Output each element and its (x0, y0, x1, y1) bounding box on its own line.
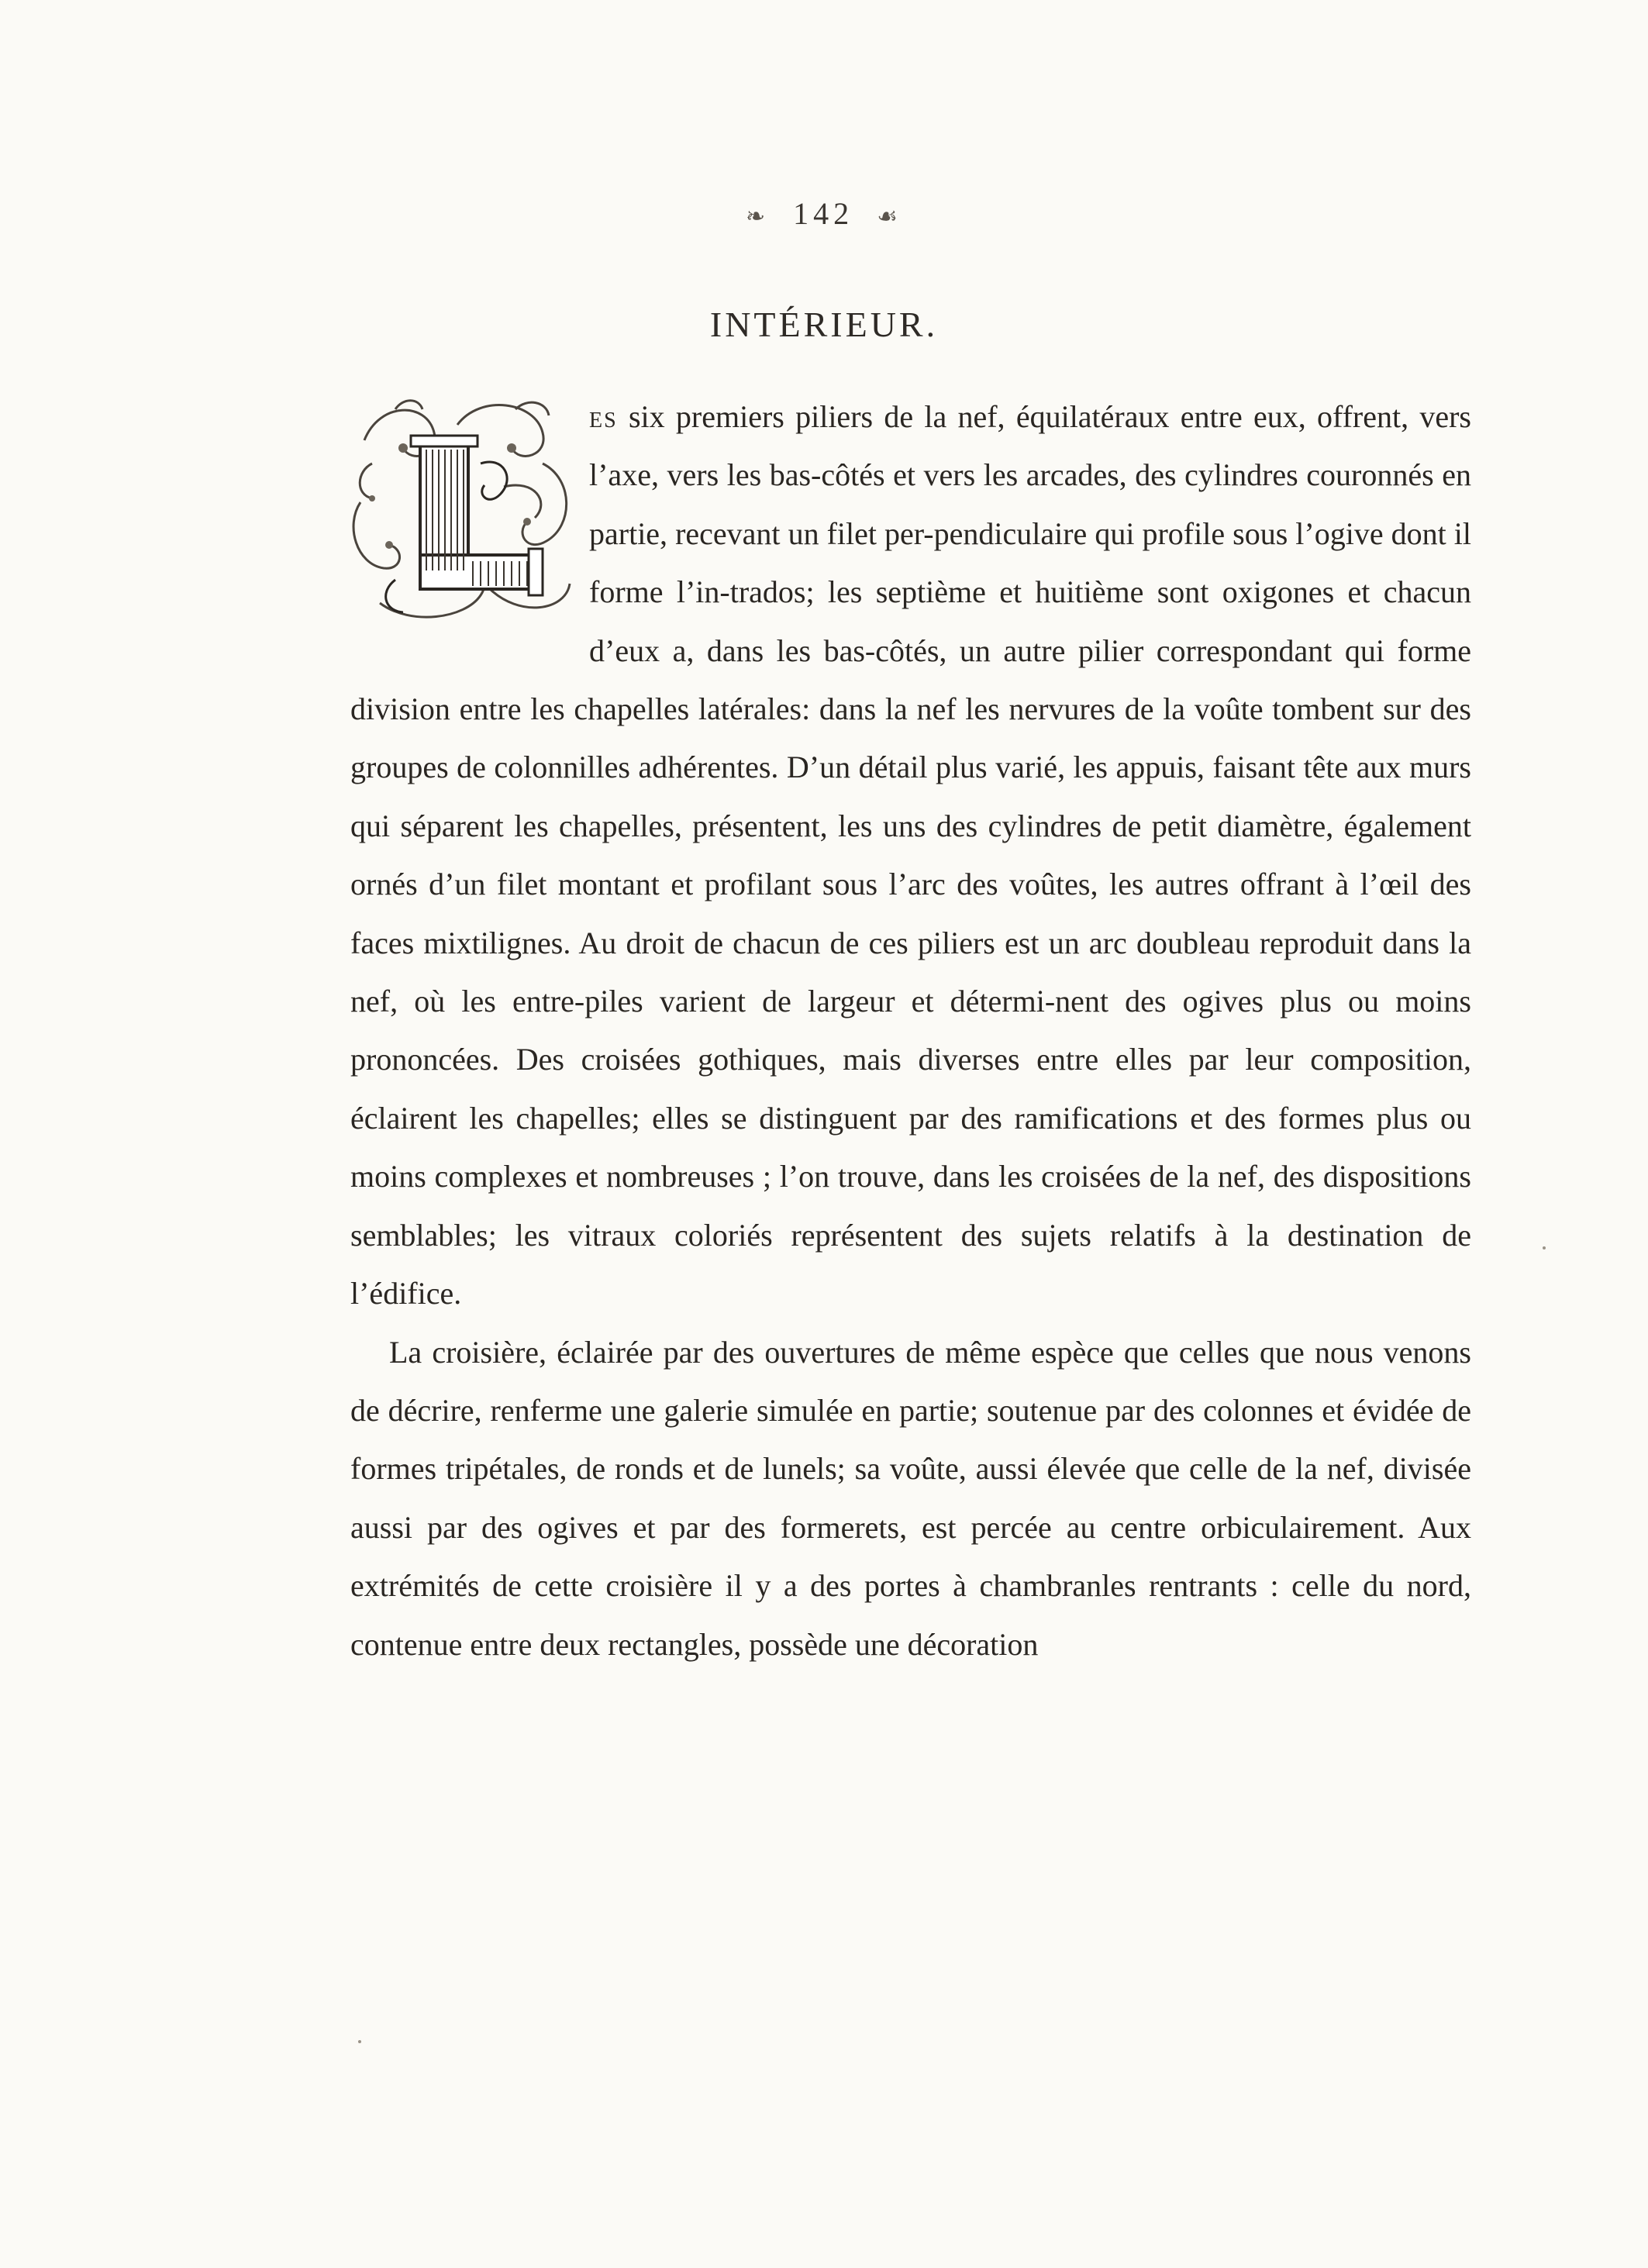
ornament-right-icon: ☙ (877, 204, 903, 229)
paper-speck (1543, 1246, 1546, 1249)
dropcap-ornament (349, 394, 575, 626)
page-number: 142 (793, 196, 854, 231)
paper-speck (358, 2040, 361, 2043)
decorated-initial-icon (349, 394, 575, 626)
body-text (350, 388, 1471, 1673)
ornament-left-icon: ❧ (745, 204, 771, 229)
lead-smallcaps: es (589, 399, 618, 434)
section-title: INTÉRIEUR. (709, 305, 939, 344)
paragraph-2: La croisière, éclairée par des ouvertures de même espèce que celles que nous venons de décrire, renferme une galerie simulée en partie; soutenue par des colonnes et évidée de formes tripétales, de ronds et de lunels; sa voûte, aussi élevée que celle de la nef, divisée aussi par des ogives et par des formerets, est percée au centre orbiculairement. Aux extrémités de cette croisière il y a des portes à chambranles rentrants : celle du nord, contenue entre deux rectangles, possède une décoration (350, 1334, 1471, 1662)
running-head (0, 195, 1648, 232)
paragraph-1-text: six premiers piliers de la nef, équilatéraux entre eux, offrent, vers l’axe, vers les bas-côtés et vers les arcades, des cylindres couronnés en partie, recevant un filet per-pendiculaire qui profile sous l’ogive dont il forme l’in-trados; les septième et huitième sont oxigones et chacun d’eux a, dans les bas-côtés, un autre pilier correspondant qui forme division entre les chapelles latérales: dans la nef les nervures de la voûte tombent sur des groupes de colonnilles adhérentes. D’un détail plus varié, les appuis, faisant tête aux murs qui séparent les chapelles, présentent, les uns des cylindres de petit diamètre, également ornés d’un filet montant et profilant sous l’arc des voûtes, les autres offrant à l’œil des faces mixtilignes. Au droit de chacun de ces piliers est un arc doubleau reproduit dans la nef, où les entre-piles varient de largeur et détermi-nent des ogives plus ou moins prononcées. Des croisées gothiques, mais diverses entre elles par leur composition, éclairent les chapelles; elles se distinguent par des ramifications et des formes plus ou moins complexes et nombreuses ; l’on trouve, dans les croisées de la nef, des dispositions semblables; les vitraux coloriés représentent des sujets relatifs à la destination de l’édifice. (350, 399, 1471, 1312)
paragraph-1 (350, 388, 1471, 1323)
